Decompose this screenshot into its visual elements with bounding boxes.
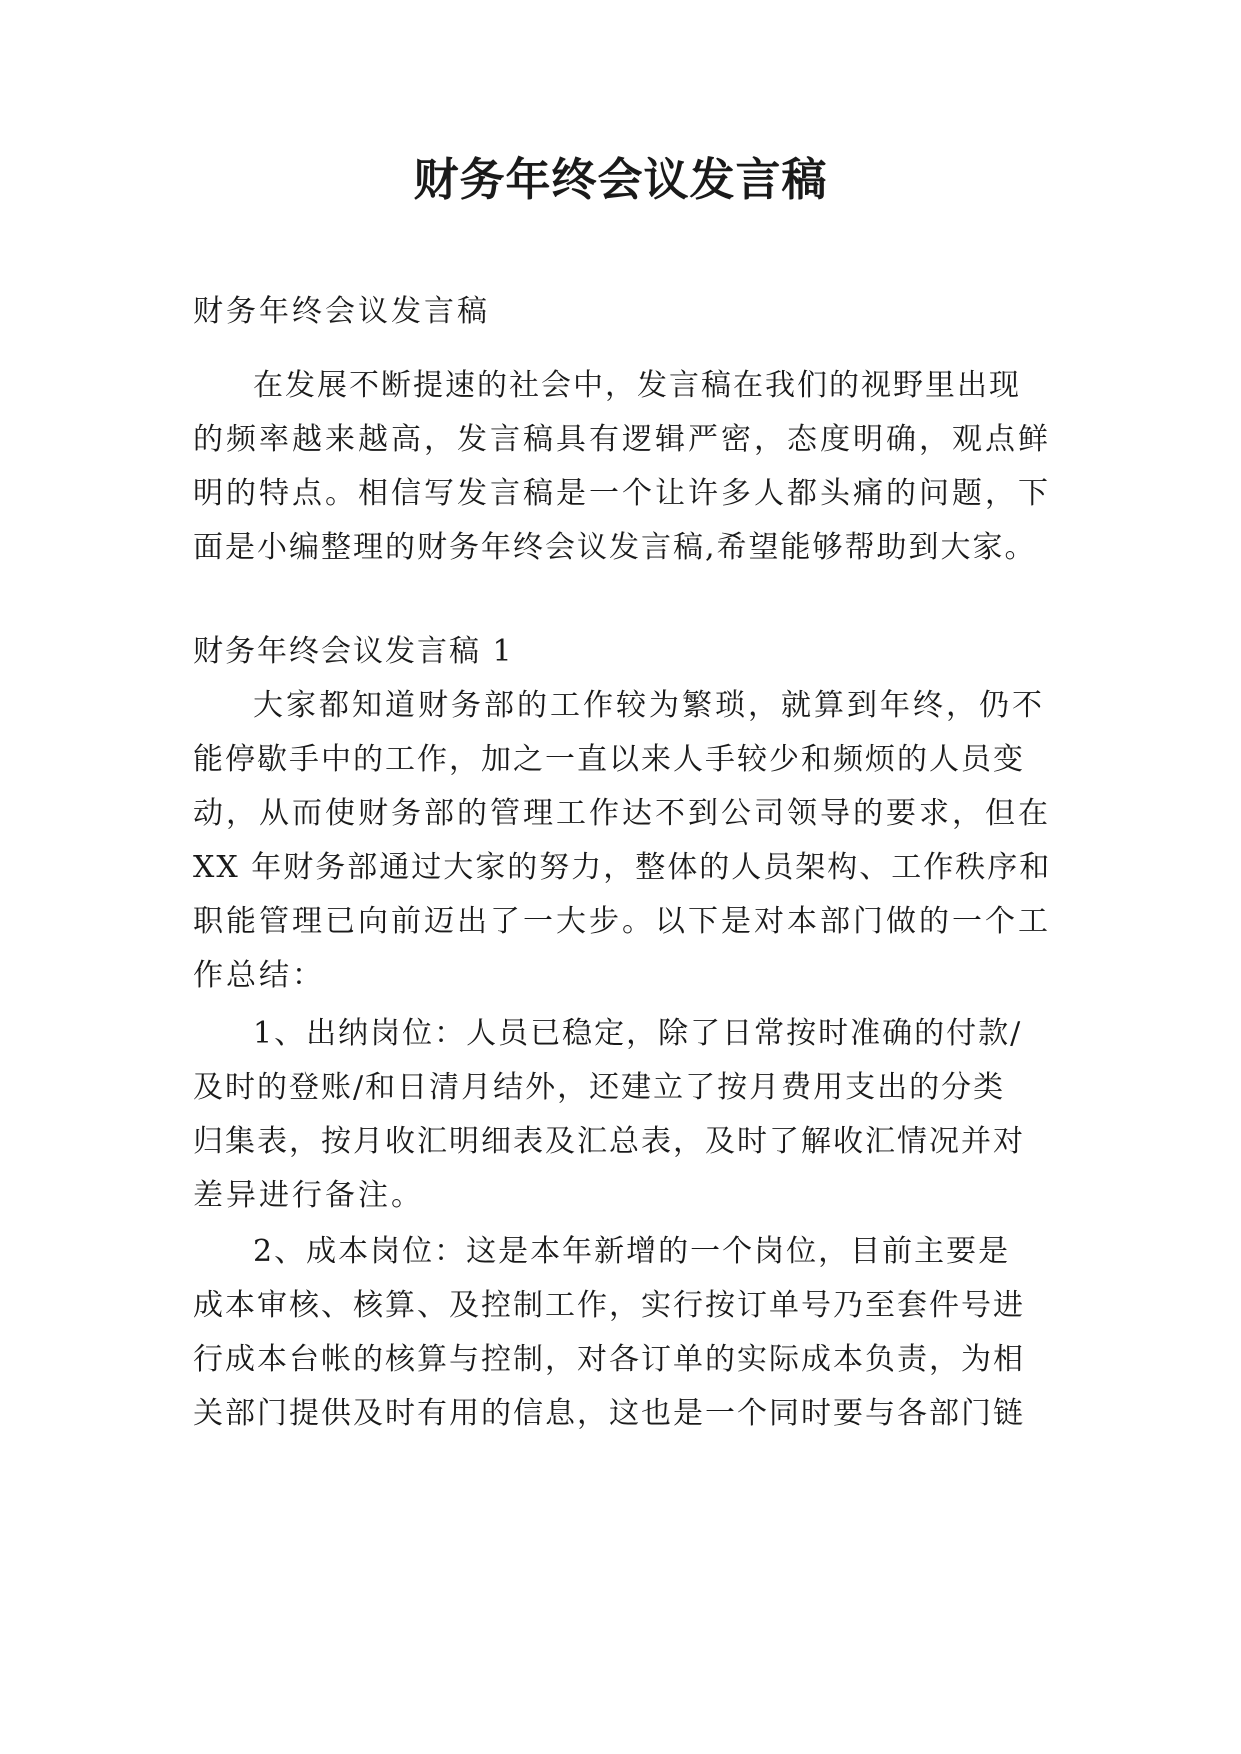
intro-line: 在发展不断提速的社会中，发言稿在我们的视野里出现 xyxy=(253,368,1021,403)
item-line: 归集表，按月收汇明细表及汇总表，及时了解收汇情况并对 xyxy=(193,1124,1025,1159)
section-line: 能停歇手中的工作，加之一直以来人手较少和频烦的人员变 xyxy=(193,742,1025,777)
section-line: XX 年财务部通过大家的努力，整体的人员架构、工作秩序和 xyxy=(193,850,1052,885)
intro-line: 面是小编整理的财务年终会议发言稿,希望能够帮助到大家。 xyxy=(193,530,1037,565)
item-line: 成本审核、核算、及控制工作，实行按订单号乃至套件号进 xyxy=(193,1288,1025,1323)
section-line: 大家都知道财务部的工作较为繁琐，就算到年终，仍不 xyxy=(253,688,1045,723)
item-line: 关部门提供及时有用的信息，这也是一个同时要与各部门链 xyxy=(193,1396,1025,1431)
section-line: 作总结： xyxy=(193,958,325,993)
item-line: 1、出纳岗位：人员已稳定，除了日常按时准确的付款/ xyxy=(253,1016,1023,1051)
item-line: 差异进行备注。 xyxy=(193,1178,424,1213)
document-subtitle: 财务年终会议发言稿 xyxy=(193,294,490,329)
section-line: 动，从而使财务部的管理工作达不到公司领导的要求，但在 xyxy=(193,796,1051,831)
intro-line: 的频率越来越高，发言稿具有逻辑严密，态度明确，观点鲜 xyxy=(193,422,1051,457)
item-line: 及时的登账/和日清月结外，还建立了按月费用支出的分类 xyxy=(193,1070,1006,1105)
intro-line: 明的特点。相信写发言稿是一个让许多人都头痛的问题，下 xyxy=(193,476,1051,511)
document-title: 财务年终会议发言稿 xyxy=(413,153,828,206)
item-line: 2、成本岗位：这是本年新增的一个岗位，目前主要是 xyxy=(253,1234,1011,1269)
item-line: 行成本台帐的核算与控制，对各订单的实际成本负责，为相 xyxy=(193,1342,1025,1377)
section-line: 职能管理已向前迈出了一大步。以下是对本部门做的一个工 xyxy=(193,904,1051,939)
section-heading: 财务年终会议发言稿 1 xyxy=(193,634,514,669)
